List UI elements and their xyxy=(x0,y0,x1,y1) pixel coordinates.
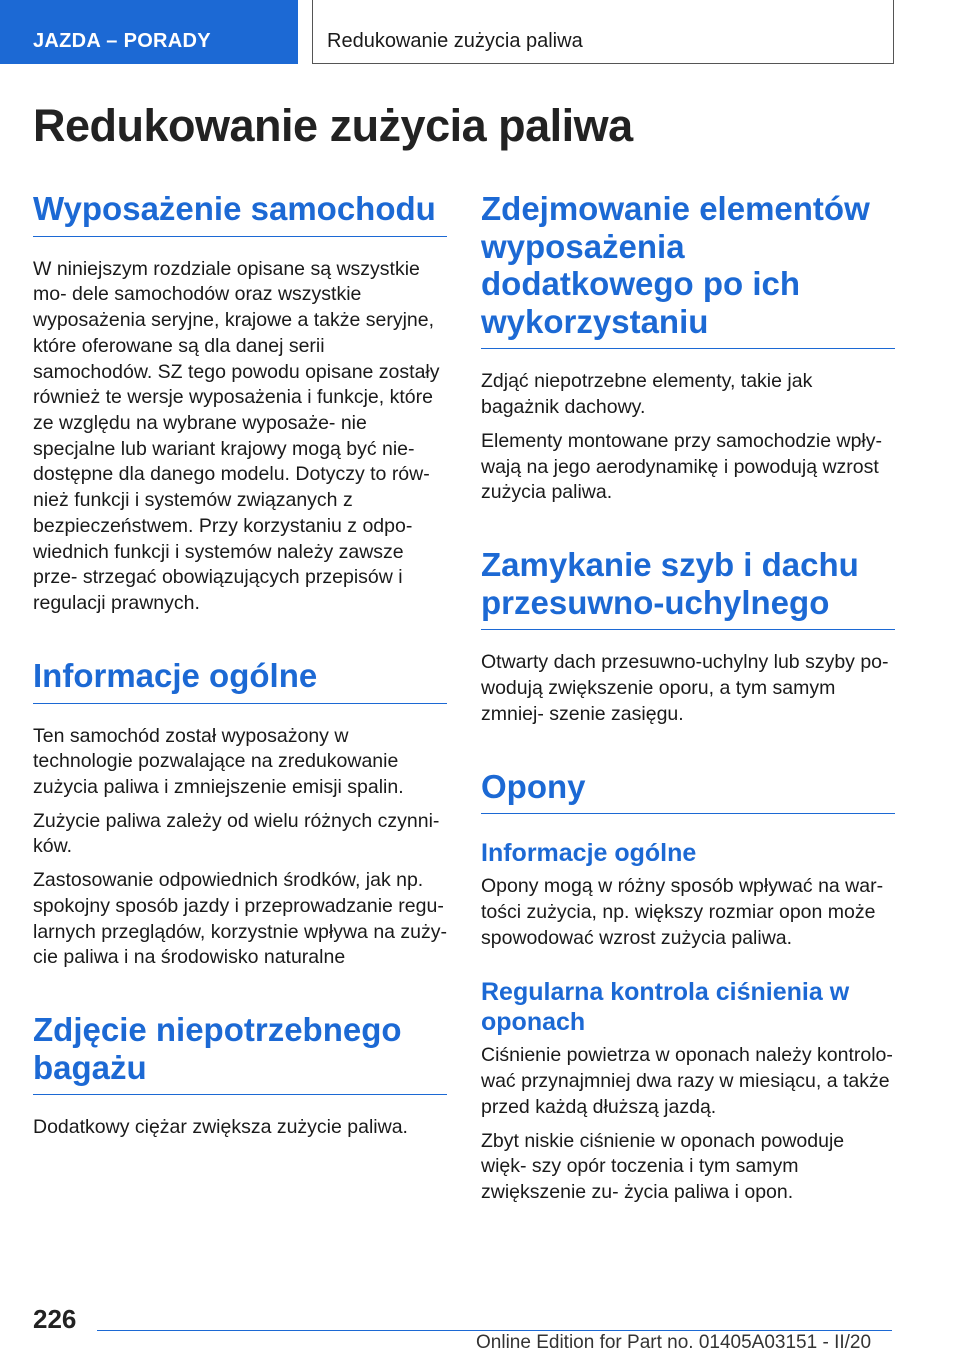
chapter-tab xyxy=(312,0,894,64)
section-tab xyxy=(0,0,298,64)
heading-opony: Opony xyxy=(481,768,895,815)
page-number: 226 xyxy=(33,1304,77,1334)
heading-szyby: Zamykanie szyb i dachu przesuwno-uchylnego xyxy=(481,546,895,630)
heading-bagaz: Zdjęcie niepotrzebnego bagażu xyxy=(33,1011,447,1095)
paragraph-technologie: Ten samochód został wyposażony w technologie pozwalające na zredukowanie zużycia paliwa i zmniejszenie emisji spalin. xyxy=(33,724,404,798)
section-tab-label: JAZDA – PORADY xyxy=(33,30,211,52)
paragraph-wyposazenie: W niniejszym rozdziale opisane są wszystkie mo- dele samochodów oraz wszystkie wyposażenia seryjne, krajowe a także seryjne, które oferowane są dla danej serii samochodów. SZ tego powodu opisane zostały również te wersje wyposażenia i funkcje, które ze względu na wybrane wyposaże- nie specjalne lub wariant krajowy mogą być nie- dostępne dla danego modelu. Dotyczy to rów- nież funkcji i systemów związanych z bezpieczeństwem. Przy korzystaniu z odpo- wiednich funkcji i systemów należy zawsze prze- strzegać obowiązujących przepisów i regulacji prawnych. xyxy=(33,257,440,615)
subheading-cisnienie: Regularna kontrola ciśnienia w oponach xyxy=(481,978,850,1037)
page-title: Redukowanie zużycia paliwa xyxy=(33,100,633,151)
footer-divider xyxy=(97,1330,892,1331)
right-column xyxy=(481,190,895,1206)
heading-informacje-ogolne: Informacje ogólne xyxy=(33,657,447,704)
footer-edition: Online Edition for Part no. 01405A03151 - II/20 xyxy=(476,1332,872,1353)
left-column xyxy=(33,190,447,1141)
chapter-tab-label: Redukowanie zużycia paliwa xyxy=(327,30,583,52)
paragraph-srodki: Zastosowanie odpowiednich środków, jak np. spokojny sposób jazdy i przeprowadzanie regu- larnych przeglądów, korzystnie wpływa na zuży- cie paliwa i na środowisko naturalne xyxy=(33,869,448,969)
paragraph-bagaz: Dodatkowy ciężar zwiększa zużycie paliwa. xyxy=(33,1116,408,1139)
heading-wyposazenie: Wyposażenie samochodu xyxy=(33,190,447,237)
paragraph-cisnienie-kontrola: Ciśnienie powietrza w oponach należy kontrolo- wać przynajmniej dwa razy w miesiącu, a także przed każdą dłuższą jazdą. xyxy=(481,1044,893,1118)
paragraph-aerodynamika: Elementy montowane przy samochodzie wpły- wają na jego aerodynamikę i powodują wzrost zużycia paliwa. xyxy=(481,429,883,504)
subheading-opony-informacje: Informacje ogólne xyxy=(481,839,697,868)
paragraph-opony-rozmiar: Opony mogą w różny sposób wpływać na war- tości zużycia, np. większy rozmiar opon może spowodować wzrost zużycia paliwa. xyxy=(481,875,884,949)
heading-zdejmowanie: Zdejmowanie elementów wyposażenia dodatkowego po ich wykorzystaniu xyxy=(481,190,895,349)
paragraph-bagaznik: Zdjąć niepotrzebne elementy, takie jak bagażnik dachowy. xyxy=(481,370,813,419)
paragraph-cisnienie-niskie: Zbyt niskie ciśnienie w oponach powoduje więk- szy opór toczenia i tym samym zwiększenie zu- życia paliwa i opon. xyxy=(481,1129,845,1204)
paragraph-szyby: Otwarty dach przesuwno-uchylny lub szyby po- wodują zwiększenie oporu, a tym samym zmniej- szenie zasięgu. xyxy=(481,651,889,725)
paragraph-czynniki: Zużycie paliwa zależy od wielu różnych czynni- ków. xyxy=(33,809,440,858)
